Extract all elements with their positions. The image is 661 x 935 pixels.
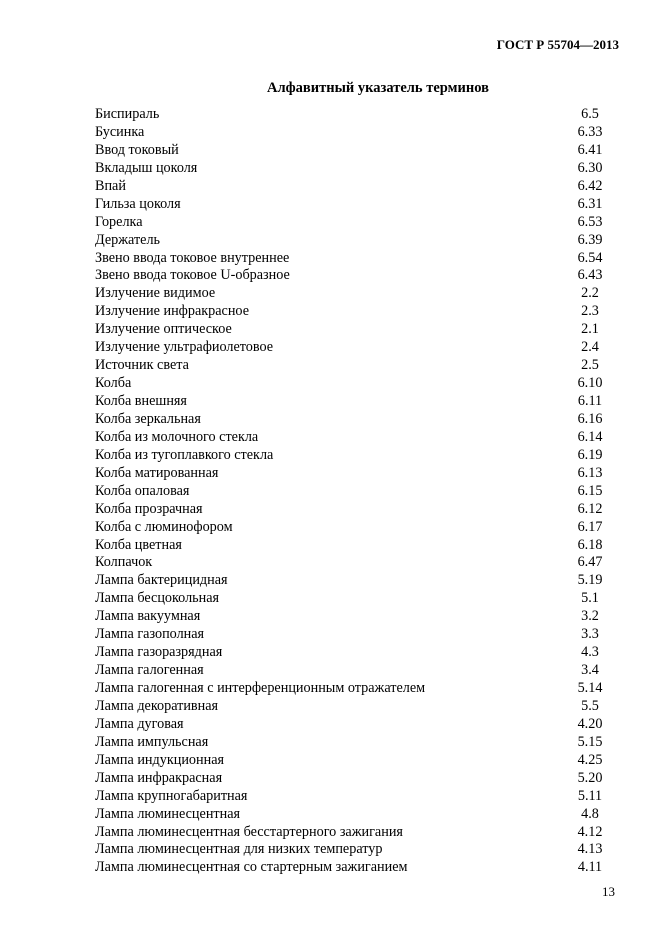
index-reference: 6.18 [577,536,603,553]
index-reference: 6.16 [577,410,603,427]
index-reference: 2.1 [581,321,599,338]
index-entry [0,841,661,859]
index-reference: 6.41 [577,141,603,158]
index-reference: 4.25 [577,751,603,768]
index-entry [0,519,661,537]
index-entry [0,698,661,716]
index-entry [0,124,661,142]
index-reference: 3.4 [581,662,599,679]
index-term: Лампа дуговая [95,715,184,732]
index-term: Колба из тугоплавкого стекла [95,446,274,463]
index-entry [0,734,661,752]
index-reference: 6.43 [577,267,603,284]
index-term: Колпачок [95,554,153,571]
index-entry [0,501,661,519]
index-term: Колба из молочного стекла [95,428,259,445]
index-term: Лампа газоразрядная [95,644,223,661]
index-term: Лампа галогенная [95,662,204,679]
index-reference: 6.12 [577,500,603,517]
index-term: Вкладыш цоколя [95,159,198,176]
index-reference: 5.11 [577,787,603,804]
index-term: Лампа люминесцентная бесстартерного зажигания [95,823,403,840]
index-term: Биспираль [95,106,160,122]
index-reference: 6.33 [577,123,603,140]
index-entry [0,716,661,734]
index-entry [0,859,661,877]
index-term: Лампа инфракрасная [95,769,223,786]
index-term: Колба цветная [95,536,182,553]
index-entry [0,160,661,178]
index-term: Лампа люминесцентная со стартерным зажиганием [95,859,408,876]
index-entry [0,824,661,842]
index-term: Горелка [95,213,143,230]
index-reference: 6.30 [577,159,603,176]
index-term: Лампа индукционная [95,751,225,768]
index-reference: 5.5 [581,697,599,714]
index-term: Бусинка [95,123,145,140]
index-reference: 2.2 [581,285,599,302]
index-term: Излучение ультрафиолетовое [95,339,274,356]
index-entry [0,250,661,268]
index-term: Лампа импульсная [95,733,209,750]
index-reference: 4.12 [577,823,603,840]
index-entry [0,106,661,124]
index-reference: 6.19 [577,446,603,463]
index-term: Источник света [95,357,189,374]
index-term: Колба опаловая [95,482,190,499]
index-term: Излучение оптическое [95,321,232,338]
index-entry [0,285,661,303]
index-reference: 6.14 [577,428,603,445]
index-reference: 5.14 [577,680,603,696]
index-entry [0,321,661,339]
index-entry [0,447,661,465]
index-term: Лампа бесцокольная [95,590,220,607]
index-reference: 6.11 [577,393,603,409]
index-reference: 5.20 [577,769,603,786]
index-reference: 6.17 [577,518,603,535]
index-term: Звено ввода токовое внутреннее [95,249,290,266]
index-entry [0,339,661,357]
index-entry [0,214,661,232]
index-reference: 4.13 [577,841,603,858]
index-entry [0,626,661,644]
index-entry [0,554,661,572]
index-entry [0,267,661,285]
index-reference: 6.31 [577,195,603,212]
index-entry [0,429,661,447]
index-reference: 4.11 [577,859,603,876]
index-term: Колба матированная [95,464,219,481]
index-term: Держатель [95,231,161,248]
index-entry [0,142,661,160]
index-reference: 4.8 [581,805,599,822]
index-term: Колба внешняя [95,393,187,409]
index-term: Колба прозрачная [95,500,203,517]
index-term: Звено ввода токовое U-образное [95,267,290,284]
index-term: Лампа люминесцентная для низких температур [95,841,383,858]
index-entry [0,537,661,555]
index-reference: 2.5 [581,357,599,374]
index-entry [0,196,661,214]
index-term: Колба [95,375,132,392]
index-reference: 6.54 [577,249,603,266]
index-term: Лампа люминесцентная [95,805,241,822]
index-reference: 6.39 [577,231,603,248]
index-term: Излучение видимое [95,285,216,302]
index-reference: 5.19 [577,572,603,589]
index-entry [0,375,661,393]
document-code: ГОСТ Р 55704—2013 [496,37,619,52]
index-reference: 2.4 [581,339,599,356]
index-term: Лампа бактерицидная [95,572,228,589]
index-reference: 6.42 [577,177,603,194]
index-reference: 6.5 [581,106,599,122]
index-term: Лампа газополная [95,626,205,643]
index-entry [0,608,661,626]
index-reference: 5.1 [581,590,599,607]
index-entry [0,806,661,824]
index-entry [0,411,661,429]
index-entry [0,303,661,321]
index-term: Ввод токовый [95,141,179,158]
index-entry [0,483,661,501]
index-term: Лампа галогенная с интерференционным отражателем [95,680,426,696]
page-number: 13 [602,884,615,899]
index-reference: 3.3 [581,626,599,643]
index-entry [0,590,661,608]
index-term: Колба с люминофором [95,518,233,535]
index-entry [0,662,661,680]
index-reference: 3.2 [581,608,599,625]
index-entry [0,788,661,806]
index-term: Колба зеркальная [95,410,201,427]
index-entry [0,232,661,250]
index-term: Лампа вакуумная [95,608,201,625]
index-entry [0,393,661,411]
index-title: Алфавитный указатель терминов [267,80,489,96]
index-term: Лампа декоративная [95,697,219,714]
index-term: Излучение инфракрасное [95,303,249,320]
index-reference: 5.15 [577,733,603,750]
index-reference: 4.3 [581,644,599,661]
index-reference: 6.47 [577,554,603,571]
index-term: Впай [95,177,126,194]
index-reference: 4.20 [577,715,603,732]
index-entry [0,644,661,662]
index-term: Гильза цоколя [95,195,181,212]
index-entry [0,572,661,590]
index-entry [0,770,661,788]
index-reference: 6.15 [577,482,603,499]
index-entry [0,680,661,698]
index-entry [0,178,661,196]
index-reference: 6.53 [577,213,603,230]
index-entry [0,752,661,770]
index-entry [0,465,661,483]
index-reference: 2.3 [581,303,599,320]
index-term: Лампа крупногабаритная [95,787,248,804]
index-entry [0,357,661,375]
index-reference: 6.10 [577,375,603,392]
index-list [0,106,661,877]
index-reference: 6.13 [577,464,603,481]
